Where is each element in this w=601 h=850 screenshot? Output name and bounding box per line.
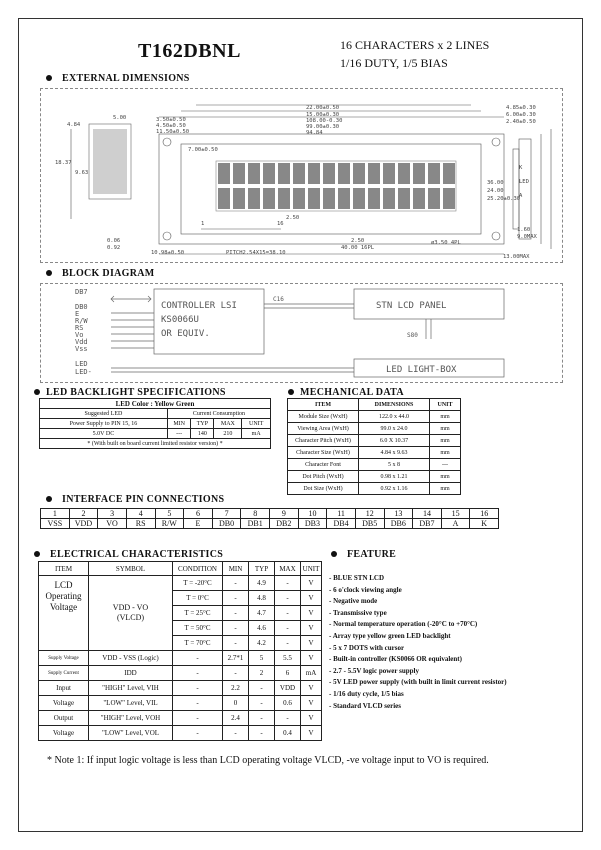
list-item: - 6 o'clock viewing angle [329, 585, 402, 594]
section-interface-pins: INTERFACE PIN CONNECTIONS [46, 494, 224, 505]
dim-label: 10.98±0.50 [151, 250, 185, 256]
led-lightbox-label: LED LIGHT-BOX [386, 365, 457, 375]
table-row: Viewing Area (WxH) 99.0 x 24.0 mm [288, 423, 461, 435]
dim-label: 13.00MAX [503, 254, 530, 260]
table-row: Output "HIGH" Level, VOH - 2.4 - - V [39, 711, 322, 726]
dim-label: 4.50±0.50 [156, 123, 186, 129]
dim-label: 1 [201, 221, 205, 227]
dim-label: 6.00±0.30 [506, 112, 536, 118]
dim-label: 5.00 [113, 115, 127, 121]
header-power: Power Supply to PIN 15, 16 [40, 419, 168, 429]
lcd-symbol-cell: VDD - VO (VLCD) [89, 576, 173, 651]
header-unit: UNIT [430, 399, 461, 411]
dim-label: 1.60 [517, 227, 531, 233]
bullet-icon [331, 551, 337, 557]
value-max: 210 [214, 429, 242, 439]
dimension-drawing [41, 89, 562, 262]
dim-label: 108.00-0.30 [306, 118, 343, 124]
header-current: Current Consumption [167, 409, 270, 419]
table-row: Supply Current IDD - - 2 6 mA [39, 666, 322, 681]
list-item: - BLUE STN LCD [329, 574, 385, 582]
pin-table [40, 508, 499, 529]
table-row: Supply Voltage VDD - VSS (Logic) - 2.7*1 5 5.5 V [39, 651, 322, 666]
list-item: - Negative mode [329, 597, 378, 606]
bullet-icon [34, 551, 40, 557]
table-row: Character Size (WxH) 4.84 x 9.63 mm [288, 447, 461, 459]
dim-label: ø3.50 4PL [431, 240, 461, 246]
list-item: - Transmissive type [329, 608, 387, 617]
dim-label: 94.84 [306, 130, 323, 136]
section-electrical: ELECTRICAL CHARACTERISTICS [34, 549, 223, 560]
dim-label: 25.20±0.30 [487, 196, 521, 202]
dim-label: 7.00±0.50 [188, 147, 218, 153]
table-row: Input "HIGH" Level, VIH - 2.2 - VDD V [39, 681, 322, 696]
section-external-dimensions: EXTERNAL DIMENSIONS [46, 73, 190, 84]
value-typ: 140 [191, 429, 214, 439]
dim-label: K [519, 165, 523, 171]
value-voltage: 5.0V DC [40, 429, 168, 439]
signal-e: E [75, 310, 80, 318]
dim-label: 2.50 [286, 215, 300, 221]
header-item: ITEM [288, 399, 359, 411]
c16-label: C16 [273, 296, 284, 303]
table-row: Dot Size (WxH) 0.92 x 1.16 mm [288, 483, 461, 495]
dim-label: 9.63 [75, 170, 89, 176]
bullet-icon [46, 270, 52, 276]
controller-chip: KS0066U [161, 315, 199, 325]
dim-label: 11.50±0.50 [156, 129, 190, 135]
table-row: T = 0°C - 4.8 - V [39, 591, 322, 606]
list-item: - 5V LED power supply (with built in limit current resistor) [329, 678, 507, 687]
header-typ: TYP [191, 419, 214, 429]
table-row: Module Size (WxH) 122.0 x 44.0 mm [288, 411, 461, 423]
header-max: MAX [214, 419, 242, 429]
led-backlight-table [39, 398, 271, 449]
header-suggested: Suggested LED [40, 409, 168, 419]
dim-label: 2.40±0.50 [506, 119, 536, 125]
dim-label: 16 [277, 221, 284, 227]
table-row: Character Font 5 x 8 --- [288, 459, 461, 471]
signal-vss: Vss [75, 345, 88, 353]
dim-label: 22.00±0.50 [306, 105, 340, 111]
header-unit: UNIT [242, 419, 271, 429]
lcd-item-cell: LCD Operating Voltage [39, 576, 89, 651]
section-block-diagram: BLOCK DIAGRAM [46, 268, 155, 279]
list-item: - Array type yellow green LED backlight [329, 631, 451, 640]
list-item: - Normal temperature operation (-20°C to +70°C) [329, 620, 478, 629]
backlight-note: * (With built on board current limited resistor version) * [40, 439, 271, 449]
footnote: * Note 1: If input logic voltage is less than LCD operating voltage VLCD, -ve voltage input to VO is required. [47, 755, 489, 766]
signal-led-minus: LED- [75, 368, 92, 376]
pin-number-row: 1 2 3 4 5 6 7 8 9 10 11 12 13 14 15 16 [41, 509, 499, 519]
mechanical-table [287, 398, 461, 495]
dot-matrix-detail [93, 129, 127, 194]
table-row: T = 70°C - 4.2 - V [39, 636, 322, 651]
pin-name-row: VSS VDD VO RS R/W E DB0 DB1 DB2 DB3 DB4 DB5 DB6 DB7 A K [41, 519, 499, 529]
dim-label: 0.92 [107, 245, 121, 251]
signal-rs: RS [75, 324, 84, 332]
dim-label: 24.00 [487, 188, 504, 194]
list-item: - 5 x 7 DOTS with cursor [329, 643, 405, 652]
dim-label: 36.00 [487, 180, 504, 186]
section-feature: FEATURE [331, 549, 396, 560]
bullet-icon [34, 389, 40, 395]
table-row: LCD Operating Voltage VDD - VO (VLCD) T = -20°C - 4.9 - V [39, 576, 322, 591]
led-color-cell: LED Color : Yellow Green [40, 399, 271, 409]
character-cells [218, 163, 455, 209]
list-item: - 1/16 duty cycle, 1/5 bias [329, 689, 404, 698]
table-row: Character Pitch (WxH) 6.0 X 10.37 mm [288, 435, 461, 447]
bullet-icon [288, 389, 294, 395]
section-led-backlight: LED BACKLIGHT SPECIFICATIONS [34, 387, 226, 398]
dim-label: 4.85±0.30 [506, 105, 536, 111]
signal-db0: DB0 [75, 303, 88, 311]
signal-db7: DB7 [75, 288, 88, 296]
bullet-icon [46, 75, 52, 81]
value-unit: mA [242, 429, 271, 439]
value-min: --- [167, 429, 191, 439]
dimension-drawing-frame [40, 88, 563, 263]
table-row: T = 25°C - 4.7 - V [39, 606, 322, 621]
list-item: - Standard VLCD series [329, 701, 402, 710]
controller-label: CONTROLLER LSI [161, 301, 237, 311]
dim-label: A [519, 193, 523, 199]
table-row: Dot Pitch (WxH) 0.98 x 1.21 mm [288, 471, 461, 483]
signal-vdd: Vdd [75, 338, 88, 346]
header-min: MIN [167, 419, 191, 429]
dim-label: 2.50 [351, 238, 365, 244]
dim-label: 4.84 [67, 122, 81, 128]
signal-led: LED [75, 360, 88, 368]
dim-label: 40.00 16PL [341, 245, 375, 251]
dim-label: 99.00±0.30 [306, 124, 340, 130]
list-item: - Built-in controller (KS0066 OR equivalent) [329, 655, 462, 664]
block-diagram [41, 284, 562, 382]
table-row: Voltage "LOW" Level, VIL - 0 - 0.6 V [39, 696, 322, 711]
controller-equiv: OR EQUIV. [161, 329, 210, 339]
dim-label: 0.06 [107, 238, 121, 244]
table-row: T = 50°C - 4.6 - V [39, 621, 322, 636]
block-diagram-frame [40, 283, 563, 383]
header-line-2: 1/16 DUTY, 1/5 BIAS [340, 56, 448, 70]
dim-label: 3.50±0.50 [156, 117, 186, 123]
dim-label: 18.37 [55, 160, 72, 166]
feature-list [329, 573, 579, 712]
s80-label: S80 [407, 332, 418, 339]
lcd-panel-label: STN LCD PANEL [376, 301, 447, 311]
bullet-icon [46, 496, 52, 502]
section-mechanical-data: MECHANICAL DATA [288, 387, 404, 398]
electrical-table: ITEM SYMBOL CONDITION MIN TYP MAX UNIT LCD Operating Voltage VDD - VO (VLCD) T = -20°C - 4.9 - V T = 0°C - 4.8 - V T = 25°C - 4.7 - V T = 50°C - 4.6 - V T = 70°C - 4.2 - V Supply Voltage VDD - VSS (Logic) - 2.7*1 5 5.5 V Supply Current IDD - - 2 6 mA Input "HIGH" Level, VIH - 2.2 - VDD V Voltage "LOW" Level, VIL - 0 - 0.6 V Output "HIGH" Level, VOH - 2.4 - - V Voltage "LOW" Level, VOL - - - 0.4 V [38, 561, 322, 741]
dim-label: LED [519, 179, 529, 185]
table-row: Voltage "LOW" Level, VOL - - - 0.4 V [39, 726, 322, 741]
header-dimensions: DIMENSIONS [359, 399, 430, 411]
dim-label: PITCH2.54X15=38.10 [226, 250, 286, 256]
model-title: T162DBNL [138, 40, 241, 62]
list-item: - 2.7 - 5.5V logic power supply [329, 666, 419, 675]
dim-label: 9.0MAX [517, 234, 537, 240]
signal-rw: R/W [75, 317, 88, 325]
header-line-1: 16 CHARACTERS x 2 LINES [340, 38, 490, 52]
dim-label: 15.00±0.30 [306, 112, 340, 118]
signal-vo: Vo [75, 331, 84, 339]
